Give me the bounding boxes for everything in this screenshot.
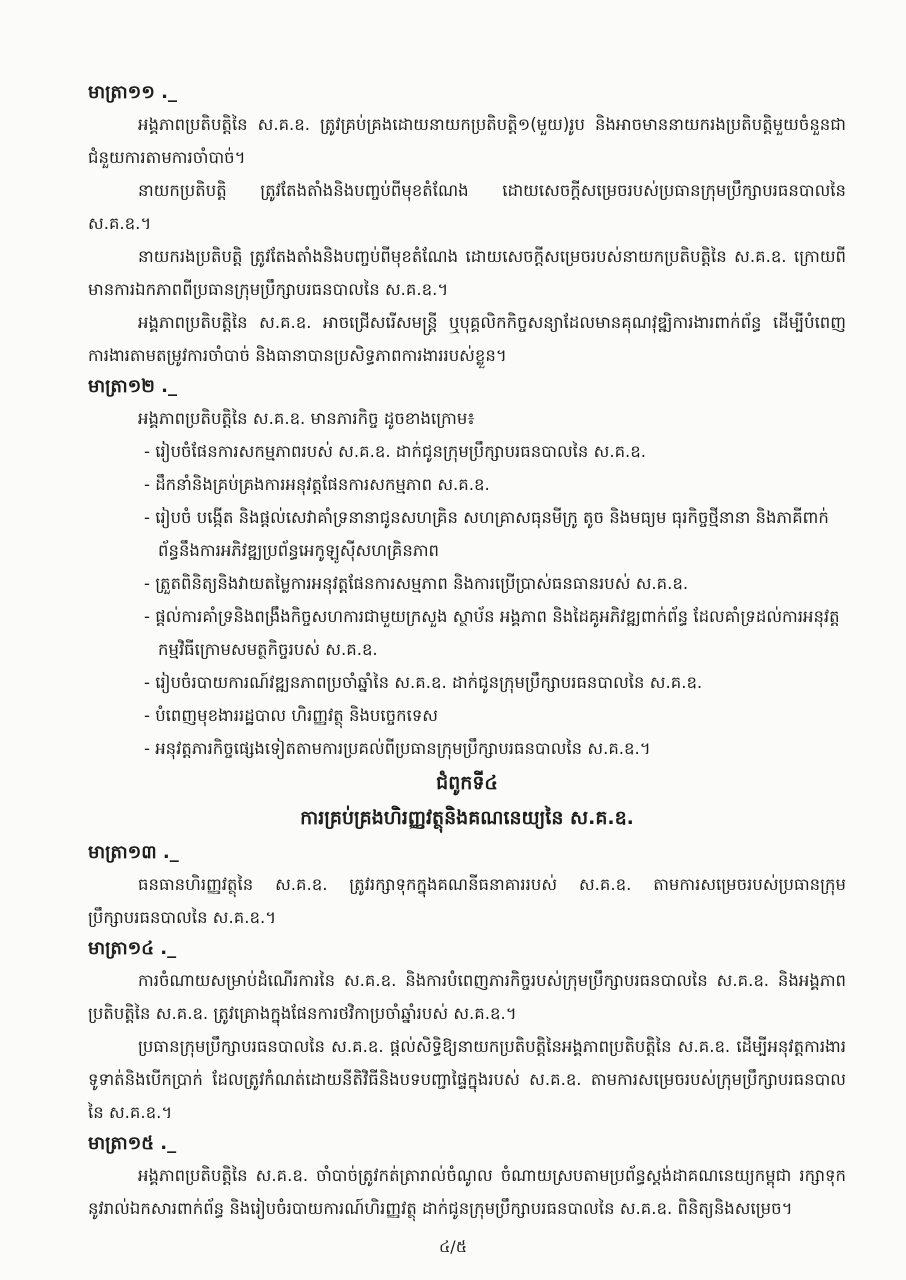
- paragraph: អង្គភាពប្រតិបត្តិនៃ ស.គ.ឧ. មានភារកិច្ច ដូចខាងក្រោម៖: [138, 409, 475, 428]
- article-heading: មាត្រា១២ ._: [88, 376, 177, 397]
- list-item: - ផ្តល់ការគាំទ្រនិងពង្រឹងកិច្ចសហការជាមួយក្រសួង ស្ថាប័ន អង្គភាព និងដៃគូអភិវឌ្ឍពាក់ព័ន្ធ ដែលគាំទ្រដល់ការអនុវត្តកម្មវិធីក្រោមសមត្ថកិច្ចរបស់ ស.គ.ឧ.: [144, 607, 840, 659]
- paragraph: ការចំណាយសម្រាប់ដំណើរការនៃ ស.គ.ឧ. និងការបំពេញភារកិច្ចរបស់ក្រុមប្រឹក្សាបរធនបាលនៃ ស.គ.ឧ. និងអង្គភាពប្រតិបត្តិនៃ ស.គ.ឧ. ត្រូវគ្រោងក្នុងផែនការថវិកាប្រចាំឆ្នាំរបស់ ស.គ.ឧ.។: [88, 971, 846, 1023]
- chapter-number: ជំពូកទី៤: [436, 772, 498, 794]
- article-heading: មាត្រា១៣ ._: [88, 842, 179, 863]
- paragraph: នាយកប្រតិបត្តិ ត្រូវតែងតាំងនិងបញ្ចប់ពីមុខតំណែង ដោយសេចក្តីសម្រេចរបស់ប្រធានក្រុមប្រឹក្សាបរធនបាលនៃ ស.គ.ឧ.។: [88, 181, 846, 233]
- paragraph: នាយករងប្រតិបត្តិ ត្រូវតែងតាំងនិងបញ្ចប់ពីមុខតំណែង ដោយសេចក្តីសម្រេចរបស់នាយកប្រតិបត្តិនៃ ស.គ.ឧ. ក្រោយពីមានការឯកភាពពីប្រធានក្រុមប្រឹក្សាបរធនបាលនៃ ស.គ.ឧ.។: [88, 247, 846, 299]
- article-14: [88, 934, 846, 1129]
- article-12: [88, 372, 846, 765]
- list-item: - រៀបចំ បង្កើត និងផ្តល់សេវាគាំទ្រនានាជូនសហគ្រិន សហគ្រាសធុនមីក្រូ តូច និងមធ្យម ធុរកិច្ចថ្មីនានា និងភាគីពាក់ព័ន្ធនឹងការអភិវឌ្ឍប្រព័ន្ធអេកូឡូស៊ីសហគ្រិនភាព: [144, 508, 829, 560]
- article-heading: មាត្រា១៥ ._: [88, 1133, 177, 1154]
- page-number: ៤/៥: [438, 1237, 468, 1256]
- paragraph: ធនធានហិរញ្ញវត្ថុនៃ ស.គ.ឧ. ត្រូវរក្សាទុកក្នុងគណនីធនាគាររបស់ ស.គ.ឧ. តាមការសម្រេចរបស់ប្រធានក្រុមប្រឹក្សាបរធនបាលនៃ ស.គ.ឧ.។: [88, 875, 846, 927]
- paragraph: ប្រធានក្រុមប្រឹក្សាបរធនបាលនៃ ស.គ.ឧ. ផ្តល់សិទ្ធិឱ្យនាយកប្រតិបត្តិនៃអង្គភាពប្រតិបត្តិនៃ ស.គ.ឧ. ដើម្បីអនុវត្តការងារទូទាត់និងបើកប្រាក់ ដែលត្រូវកំណត់ដោយនីតិវិធីនិងបទបញ្ជាផ្ទៃក្នុងរបស់ ស.គ.ឧ. តាមការសម្រេចរបស់ក្រុមប្រឹក្សាបរធនបាលនៃ ស.គ.ឧ.។: [88, 1037, 846, 1122]
- article-11: [88, 78, 846, 372]
- article-13: [88, 838, 846, 934]
- list-item: - រៀបចំផែនការសកម្មភាពរបស់ ស.គ.ឧ. ដាក់ជូនក្រុមប្រឹក្សាបរធនបាលនៃ ស.គ.ឧ.: [144, 442, 647, 461]
- article-heading: មាត្រា១១ ._: [88, 82, 177, 103]
- paragraph: អង្គភាពប្រតិបត្តិនៃ ស.គ.ឧ. ចាំបាច់ត្រូវកត់ត្រារាល់ចំណូល ចំណាយស្របតាមប្រព័ន្ធស្តង់ដាគណនេយ្យកម្ពុជា រក្សាទុកនូវរាល់ឯកសារពាក់ព័ន្ធ និងរៀបចំរបាយការណ៍ហិរញ្ញវត្ថុ ដាក់ជូនក្រុមប្រឹក្សាបរធនបាលនៃ ស.គ.ឧ. ពិនិត្យនិងសម្រេច។: [88, 1166, 846, 1218]
- duties-list: [88, 435, 846, 765]
- list-item: - រៀបចំរបាយការណ៍វឌ្ឍនភាពប្រចាំឆ្នាំនៃ ស.គ.ឧ. ដាក់ជូនក្រុមប្រឹក្សាបរធនបាលនៃ ស.គ.ឧ.: [144, 673, 703, 692]
- list-item: - ដឹកនាំនិងគ្រប់គ្រងការអនុវត្តផែនការសកម្មភាព ស.គ.ឧ.: [144, 475, 490, 494]
- article-15: [88, 1129, 846, 1225]
- article-heading: មាត្រា១៤ ._: [88, 938, 177, 959]
- paragraph: អង្គភាពប្រតិបត្តិនៃ ស.គ.ឧ. អាចជ្រើសរើសមន្ត្រី ឬបុគ្គលិកកិច្ចសន្យាដែលមានគុណវុឌ្ឍិការងារពាក់ព័ន្ធ ដើម្បីបំពេញការងារតាមតម្រូវការចាំបាច់ និងធានាបានប្រសិទ្ធភាពការងាររបស់ខ្លួន។: [88, 313, 846, 365]
- list-item: - ត្រួតពិនិត្យនិងវាយតម្លៃការអនុវត្តផែនការសម្មភាព និងការប្រើប្រាស់ធនធានរបស់ ស.គ.ឧ.: [144, 574, 689, 593]
- list-item: - អនុវត្តភារកិច្ចផ្សេងទៀតតាមការប្រគល់ពីប្រធានក្រុមប្រឹក្សាបរធនបាលនៃ ស.គ.ឧ.។: [144, 739, 651, 758]
- paragraph: អង្គភាពប្រតិបត្តិនៃ ស.គ.ឧ. ត្រូវគ្រប់គ្រងដោយនាយកប្រតិបត្តិ១(មួយ)រូប និងអាចមាននាយករងប្រតិបត្តិមួយចំនួនជាជំនួយការតាមការចាំបាច់។: [88, 115, 846, 167]
- list-item: - បំពេញមុខងាររដ្ឋបាល ហិរញ្ញវត្ថុ និងបច្ចេកទេស: [144, 706, 439, 725]
- chapter-title: ការគ្រប់គ្រងហិរញ្ញវត្ថុនិងគណនេយ្យនៃ ស.គ.ឧ.: [300, 807, 634, 829]
